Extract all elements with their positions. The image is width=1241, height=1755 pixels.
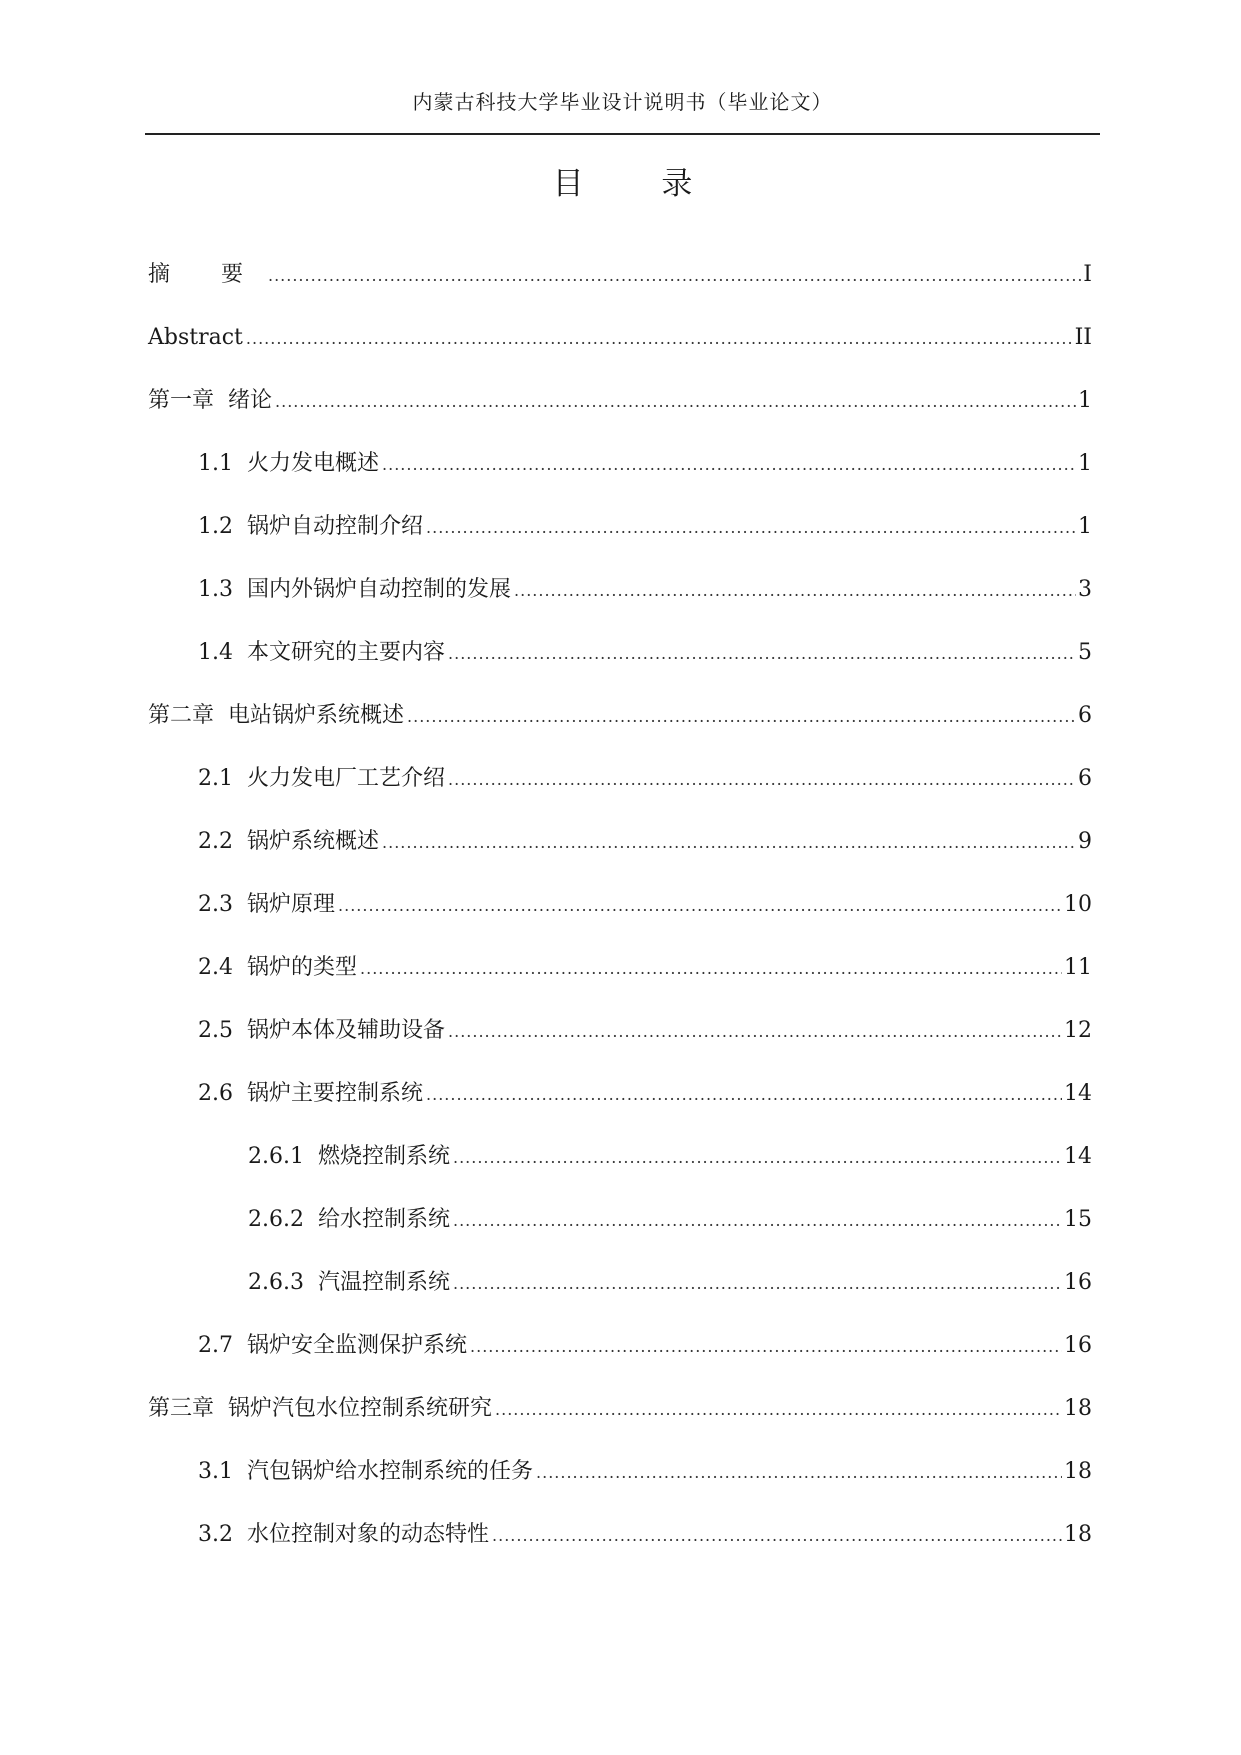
- toc-entry-page: 6: [1078, 703, 1092, 728]
- toc-title: 目 录: [552, 166, 727, 202]
- toc-entry[interactable]: [148, 827, 1092, 890]
- dot-leader: [453, 1269, 1062, 1299]
- toc-entry[interactable]: [148, 575, 1092, 638]
- toc-entry-label: 锅炉主要控制系统: [247, 1081, 424, 1106]
- toc-entry-label: 汽包锅炉给水控制系统的任务: [247, 1459, 534, 1484]
- toc-entry[interactable]: [148, 1331, 1092, 1394]
- toc-entry-label: 锅炉的类型: [247, 955, 358, 980]
- dot-leader: [382, 828, 1076, 858]
- dot-leader: [382, 450, 1076, 480]
- toc-entry-number: 第二章: [148, 703, 215, 728]
- toc-entry-page: 16: [1064, 1270, 1092, 1295]
- toc-entry-label: 国内外锅炉自动控制的发展: [247, 577, 512, 602]
- toc-entry-label: 水位控制对象的动态特性: [247, 1522, 490, 1547]
- toc-entry[interactable]: [148, 701, 1092, 764]
- toc-entry[interactable]: [148, 1016, 1092, 1079]
- dot-leader: [495, 1395, 1062, 1425]
- toc-entry[interactable]: [148, 386, 1092, 449]
- dot-leader: [275, 387, 1076, 417]
- dot-leader: [360, 954, 1062, 984]
- dot-leader: [448, 1017, 1062, 1047]
- toc-entry-page: 10: [1064, 892, 1092, 917]
- toc-entry-number: 2.4: [198, 955, 233, 980]
- toc-entry-number: 1.4: [198, 640, 233, 665]
- toc-entry-label: 火力发电概述: [247, 451, 380, 476]
- toc-entry-number: 2.3: [198, 892, 233, 917]
- toc-entry-number: 第三章: [148, 1396, 215, 1421]
- toc-entry-number: 2.6: [198, 1081, 233, 1106]
- toc-entry-number: 2.6.1: [248, 1144, 304, 1169]
- running-header: 内蒙古科技大学毕业设计说明书（毕业论文）: [412, 90, 833, 114]
- toc-entry[interactable]: [148, 323, 1092, 386]
- dot-leader: [246, 324, 1073, 354]
- toc-entry[interactable]: [148, 512, 1092, 575]
- toc-entry-page: 9: [1078, 829, 1092, 854]
- toc-entry-page: 14: [1064, 1144, 1092, 1169]
- toc-entry-number: 2.2: [198, 829, 233, 854]
- toc-entry-number: 1.3: [198, 577, 233, 602]
- toc-entry-page: 15: [1064, 1207, 1092, 1232]
- toc-entry-page: 1: [1078, 514, 1092, 539]
- toc-entry-number: 2.7: [198, 1333, 233, 1358]
- dot-leader: [470, 1332, 1062, 1362]
- toc-entry-number: 2.5: [198, 1018, 233, 1043]
- toc-entry-page: 18: [1064, 1459, 1092, 1484]
- toc-entry-page: I: [1083, 262, 1092, 287]
- toc-entry-label: 燃烧控制系统: [317, 1144, 450, 1169]
- toc-entry-number: 1.2: [198, 514, 233, 539]
- toc-entry-number: 1.1: [198, 451, 233, 476]
- toc-entry-page: 6: [1078, 766, 1092, 791]
- dot-leader: [268, 261, 1081, 291]
- toc-entry-label: 电站锅炉系统概述: [228, 703, 405, 728]
- toc-entry-label: 摘 要: [148, 262, 265, 287]
- dot-leader: [426, 1080, 1062, 1110]
- toc-entry-page: 1: [1078, 388, 1092, 413]
- toc-entry[interactable]: [148, 890, 1092, 953]
- toc-entry[interactable]: [148, 1142, 1092, 1205]
- toc-entry-label: Abstract: [148, 325, 243, 350]
- toc-entry[interactable]: [148, 449, 1092, 512]
- dot-leader: [407, 702, 1076, 732]
- toc-entry-page: 12: [1064, 1018, 1092, 1043]
- toc-entry-label: 锅炉汽包水位控制系统研究: [228, 1396, 493, 1421]
- toc-entry[interactable]: [148, 638, 1092, 701]
- dot-leader: [426, 513, 1076, 543]
- toc-entry[interactable]: [148, 1394, 1092, 1457]
- toc-entry-page: 16: [1064, 1333, 1092, 1358]
- toc-entry-number: 3.1: [198, 1459, 233, 1484]
- toc-entry[interactable]: [148, 1520, 1092, 1583]
- toc-entry-label: 绪论: [228, 388, 273, 413]
- toc-entry-page: 14: [1064, 1081, 1092, 1106]
- toc-entry-page: 1: [1078, 451, 1092, 476]
- toc-entry-label: 火力发电厂工艺介绍: [247, 766, 446, 791]
- toc-entry-label: 锅炉安全监测保护系统: [247, 1333, 468, 1358]
- toc-entry[interactable]: [148, 1268, 1092, 1331]
- toc-entry[interactable]: [148, 1079, 1092, 1142]
- dot-leader: [536, 1458, 1062, 1488]
- toc-entry[interactable]: [148, 953, 1092, 1016]
- dot-leader: [448, 765, 1076, 795]
- dot-leader: [492, 1521, 1062, 1551]
- toc-entry-page: 18: [1064, 1396, 1092, 1421]
- toc-entry-label: 给水控制系统: [317, 1207, 450, 1232]
- toc-entry[interactable]: [148, 260, 1092, 323]
- toc-entry-label: 锅炉原理: [247, 892, 336, 917]
- toc-entry-number: 3.2: [198, 1522, 233, 1547]
- toc-entry-number: 2.6.2: [248, 1207, 304, 1232]
- toc-entry-number: 2.1: [198, 766, 233, 791]
- toc-entry-label: 锅炉本体及辅助设备: [247, 1018, 446, 1043]
- toc-entry-label: 本文研究的主要内容: [247, 640, 446, 665]
- toc-entry-number: 2.6.3: [248, 1270, 304, 1295]
- toc-entry-label: 锅炉自动控制介绍: [247, 514, 424, 539]
- dot-leader: [453, 1206, 1062, 1236]
- toc-entry-page: 5: [1078, 640, 1092, 665]
- toc-entry-label: 汽温控制系统: [317, 1270, 450, 1295]
- toc-entry-page: II: [1074, 325, 1092, 350]
- toc-entry-page: 18: [1064, 1522, 1092, 1547]
- toc-entry-page: 3: [1078, 577, 1092, 602]
- dot-leader: [338, 891, 1062, 921]
- header-rule: [145, 133, 1100, 135]
- toc-entry[interactable]: [148, 1205, 1092, 1268]
- table-of-contents: [148, 260, 1092, 1583]
- toc-entry-page: 11: [1064, 955, 1092, 980]
- toc-entry-number: 第一章: [148, 388, 215, 413]
- dot-leader: [453, 1143, 1062, 1173]
- toc-entry-label: 锅炉系统概述: [247, 829, 380, 854]
- toc-entry[interactable]: [148, 764, 1092, 827]
- dot-leader: [448, 639, 1076, 669]
- dot-leader: [514, 576, 1076, 606]
- toc-entry[interactable]: [148, 1457, 1092, 1520]
